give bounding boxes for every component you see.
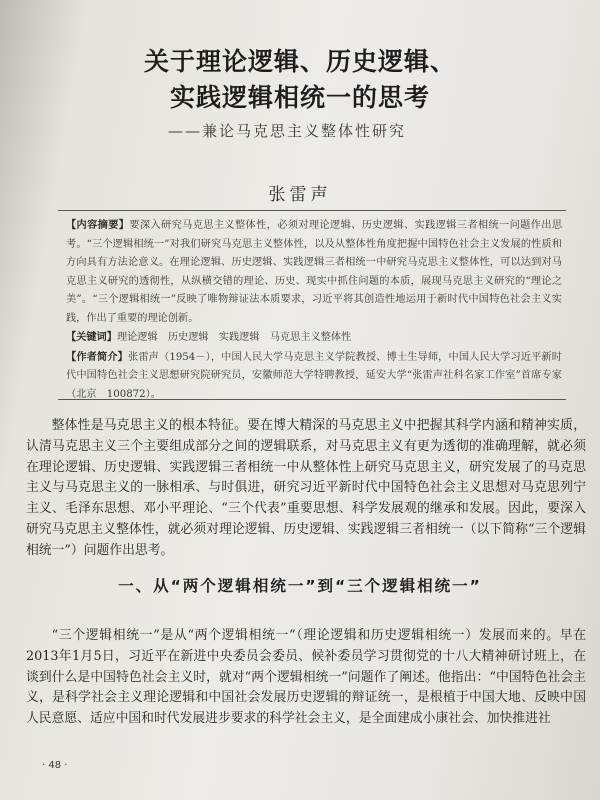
- author-bio-label: 【作者简介】: [66, 350, 128, 363]
- abstract-keywords: [66, 328, 562, 348]
- keywords-label: 【关键词】: [66, 331, 117, 343]
- abstract-author-bio: [66, 348, 562, 405]
- abstract-summary: [66, 216, 562, 328]
- abstract-block: [66, 216, 562, 404]
- author-bio-text: 张雷声（1954－），中国人民大学马克思主义学院教授、博士生导师，中国人民大学习近平新时代中国特色社会主义思想研究院研究员，安徽师范大学特聘教授，延安大学“张雷声社科名家工作室”首席专家（北京 100872）。: [66, 351, 562, 400]
- body-paragraph-intro: 整体性是马克思主义的根本特征。要在博大精深的马克思主义中把握其科学内涵和精神实质，认清马克思主义三个主要组成部分之间的逻辑联系，对马克思主义有更为透彻的准确理解，就必须在理论逻辑、历史逻辑、实践逻辑三者相统一中从整体性上研究马克思主义，研究发展了的马克思主义与马克思主义的一脉相承、与时俱进，研究习近平新时代中国特色社会主义思想对马克思列宁主义、毛泽东思想、邓小平理论、“三个代表”重要思想、科学发展观的继承和发展。因此，要深入研究马克思主义整体性，就必须对理论逻辑、历史逻辑、实践逻辑三者相统一（以下简称“三个逻辑相统一”）问题作出思考。: [26, 418, 586, 558]
- article-title-line2: 实践逻辑相统一的思考: [169, 83, 430, 112]
- section-heading: 一、从“两个逻辑相统一”到“三个逻辑相统一”: [118, 577, 482, 595]
- summary-text: 要深入研究马克思主义整体性，必须对理论逻辑、历史逻辑、实践逻辑三者相统一问题作出思考。“三个逻辑相统一”对我们研究马克思主义整体性，以及从整体性角度把握中国特色社会主义发展的性质和方向具有方法论意义。在理论逻辑、历史逻辑、实践逻辑三者相统一中研究马克思主义整体性，可以达到对马克思主义研究的透彻性，从纵横交错的理论、历史、现实中抓住问题的本质，展现马克思主义研究的“理论之美”。“三个逻辑相统一”反映了唯物辩证法本质要求，习近平将其创造性地运用于新时代中国特色社会主义实践，作出了重要的理论创新。: [66, 220, 563, 324]
- summary-label: 【内容摘要】: [66, 219, 130, 231]
- article-author: 张雷声: [268, 185, 332, 205]
- article-subtitle: ——兼论马克思主义整体性研究: [168, 122, 407, 140]
- keywords-text: 理论逻辑 历史逻辑 实践逻辑 马克思主义整体性: [116, 332, 352, 343]
- body-paragraph-section1: “三个逻辑相统一”是从“两个逻辑相统一”（理论逻辑和历史逻辑相统一）发展而来的。早在2013年1月5日，习近平在新进中央委员会委员、候补委员学习贯彻党的十八大精神研讨班上，在谈到什么是中国特色社会主义时，就对“两个逻辑相统一”问题作了阐述。他指出：“中国特色社会主义，是科学社会主义理论逻辑和中国社会发展历史逻辑的辩证统一，是根植于中国大地、反映中国人民意愿、适应中国和时代发展进步要求的科学社会主义，是全面建成小康社会、加快推进社: [26, 628, 586, 727]
- article-title-line1: 关于理论逻辑、历史逻辑、: [143, 47, 456, 76]
- page-number: · 48 ·: [42, 760, 68, 771]
